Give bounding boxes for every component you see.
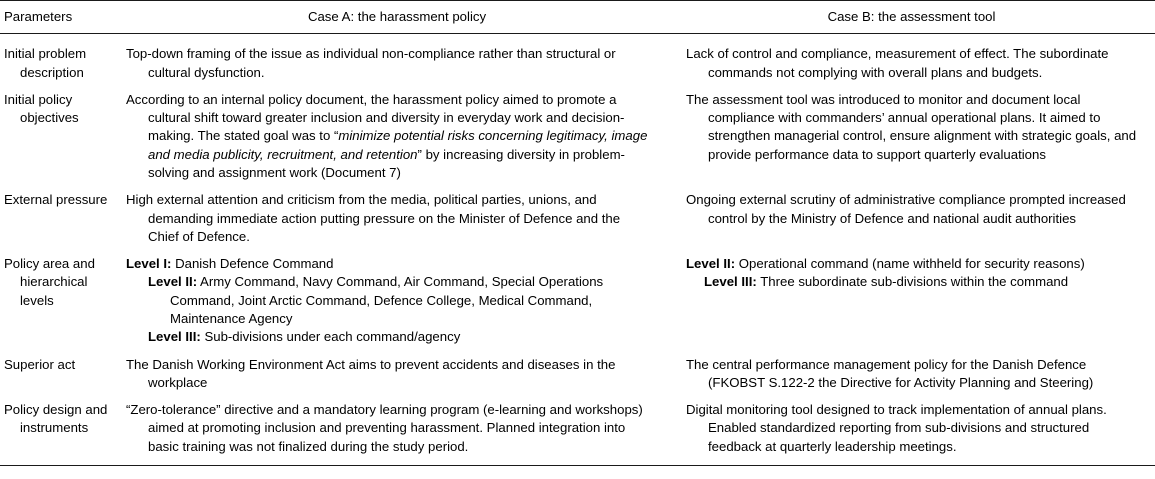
hierarchy-level-item (126, 255, 654, 273)
table-head (0, 1, 1155, 34)
bottom-rule-cell-case-b (668, 465, 1155, 466)
cell-paragraph: Ongoing external scrutiny of administrative compliance prompted increased control by the Ministry of Defence and national audit authorities (686, 192, 1126, 226)
case-a-cell (126, 255, 668, 355)
cell-paragraph (126, 91, 654, 182)
cell-paragraph: Lack of control and compliance, measurement of effect. The subordinate commands not complying with overall plans and budgets. (686, 46, 1109, 80)
hierarchy-level-text: Operational command (name withheld for security reasons) (735, 256, 1085, 272)
hierarchy-level-text: Sub-divisions under each command/agency (200, 329, 461, 345)
text-run: “ (333, 128, 339, 144)
parameter-label: Initial problem description (4, 46, 87, 80)
text-run: According to an internal policy document, the harassment policy aimed to promote a cultural shift toward greater inclusion and diversity in everyday work and decision-making. The stated goal was to (126, 91, 625, 144)
case-a-cell (126, 34, 668, 91)
hierarchy-level-item (126, 328, 654, 346)
cell-paragraph: “Zero-tolerance” directive and a mandatory learning program (e-learning and workshops) aimed at promoting inclusion and preventing harassment. Planned integration into basic training was not finalized during the study period. (126, 402, 643, 454)
parameter-cell (0, 91, 126, 191)
table-body (0, 34, 1155, 466)
table-row (0, 34, 1155, 91)
case-b-cell (668, 191, 1155, 255)
column-header-case-a: Case A: the harassment policy (126, 1, 668, 34)
parameter-label: External pressure (4, 192, 108, 208)
bottom-rule-cell-parameters (0, 465, 126, 466)
table-row (0, 191, 1155, 255)
quoted-italic-text: minimize potential risks concerning legitimacy, image and media publicity, recruitment, and retention (148, 128, 648, 162)
table-foot (0, 465, 1155, 466)
case-b-cell (668, 401, 1155, 465)
parameter-label: Policy area and hierarchical levels (4, 256, 95, 308)
hierarchy-level-label: Level I: (126, 256, 172, 272)
hierarchy-level-text: Three subordinate sub-divisions within the command (756, 274, 1069, 290)
hierarchy-level-label: Level III: (704, 274, 757, 290)
text-run: ” (417, 146, 422, 162)
case-b-cell (668, 255, 1155, 355)
column-header-case-b: Case B: the assessment tool (668, 1, 1155, 34)
hierarchy-level-label: Level II: (148, 274, 198, 290)
hierarchy-level-item (686, 273, 1139, 291)
case-a-cell (126, 191, 668, 255)
table-row (0, 91, 1155, 191)
parameter-cell (0, 191, 126, 255)
case-a-cell (126, 356, 668, 402)
hierarchy-level-label: Level III: (148, 329, 201, 345)
case-b-cell (668, 34, 1155, 91)
cell-paragraph: High external attention and criticism from the media, political parties, unions, and demanding immediate action putting pressure on the Minister of Defence and the Chief of Defence. (126, 192, 621, 244)
cell-paragraph: The central performance management policy for the Danish Defence (FKOBST S.122-2 the Directive for Activity Planning and Steering) (686, 356, 1094, 390)
cell-paragraph: The assessment tool was introduced to monitor and document local compliance with commanders’ annual operational plans. It aimed to strengthen managerial control, ensure alignment with strategic goals, and provide performance data to support quarterly evaluations (686, 91, 1137, 162)
table-bottom-rule (0, 465, 1155, 466)
parameter-label: Superior act (4, 356, 76, 372)
case-b-cell (668, 91, 1155, 191)
hierarchy-level-text: Danish Defence Command (171, 256, 334, 272)
parameter-cell (0, 34, 126, 91)
hierarchy-level-item (686, 255, 1139, 273)
table-header-row (0, 1, 1155, 34)
bottom-rule-cell-case-a (126, 465, 668, 466)
hierarchy-level-text: Army Command, Navy Command, Air Command, Special Operations Command, Joint Arctic Command, Defence College, Medical Command, Maintenance Agency (170, 274, 604, 326)
case-a-cell (126, 91, 668, 191)
column-header-parameters: Parameters (0, 1, 126, 34)
cell-paragraph: Digital monitoring tool designed to track implementation of annual plans. Enabled standardized reporting from sub-divisions and structured feedback at quarterly leadership meetings. (686, 402, 1107, 454)
hierarchy-level-label: Level II: (686, 256, 736, 272)
text-run: by increasing diversity in problem-solving and assignment work (Document 7) (148, 146, 625, 180)
case-b-cell (668, 356, 1155, 402)
parameter-cell (0, 255, 126, 355)
cell-paragraph: The Danish Working Environment Act aims to prevent accidents and diseases in the workplace (126, 356, 616, 390)
table-row (0, 255, 1155, 355)
table-row (0, 356, 1155, 402)
parameter-cell (0, 356, 126, 402)
table-row (0, 401, 1155, 465)
cell-paragraph: Top-down framing of the issue as individual non-compliance rather than structural or cultural dysfunction. (126, 46, 616, 80)
hierarchy-level-item (126, 273, 654, 328)
parameter-label: Policy design and instruments (4, 402, 108, 436)
parameter-cell (0, 401, 126, 465)
parameter-label: Initial policy objectives (4, 91, 79, 126)
case-a-cell (126, 401, 668, 465)
